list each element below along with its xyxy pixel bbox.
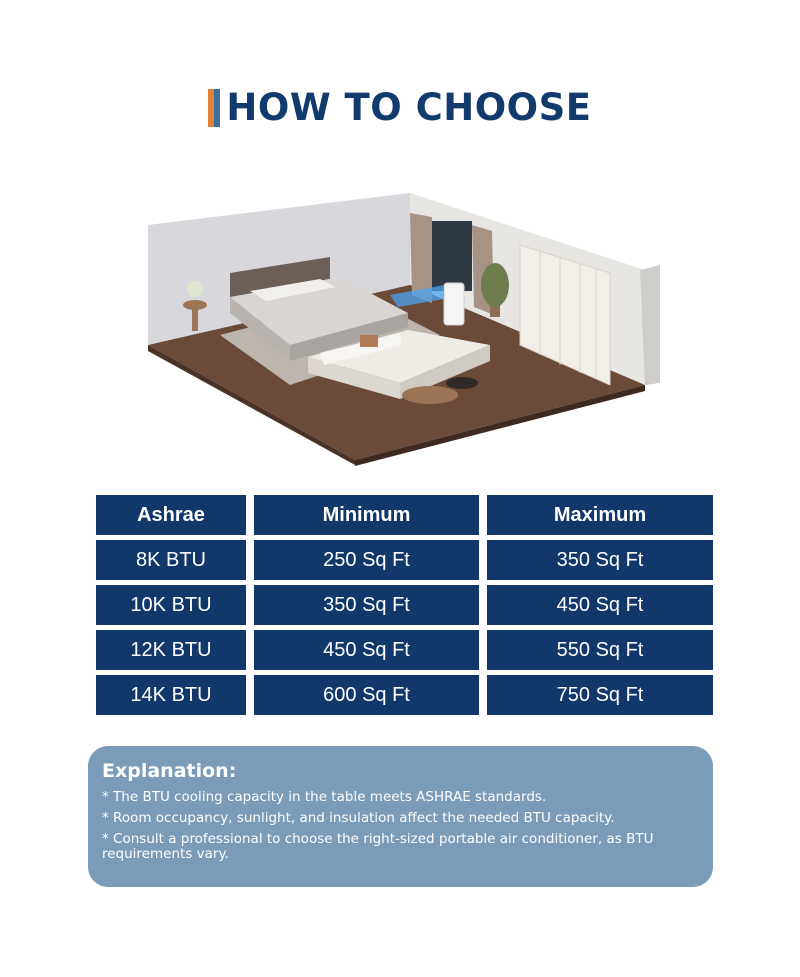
- explanation-item: * The BTU cooling capacity in the table meets ASHRAE standards.: [102, 789, 547, 805]
- portable-air-conditioner: [444, 283, 464, 325]
- cushion: [360, 335, 378, 347]
- table-cell: 350 Sq Ft: [254, 585, 479, 625]
- title-accent-icon: [208, 89, 222, 127]
- table-row: [96, 540, 713, 580]
- table-cell: 10K BTU: [96, 585, 246, 625]
- btu-table: [88, 490, 721, 720]
- table-header-row: [96, 495, 713, 535]
- table-cell: 8K BTU: [96, 540, 246, 580]
- column-header-maximum: Maximum: [487, 495, 713, 535]
- table-cell: 14K BTU: [96, 675, 246, 715]
- table-cell: 600 Sq Ft: [254, 675, 479, 715]
- explanation-title: Explanation:: [102, 760, 237, 782]
- plant: [481, 263, 509, 307]
- table-cell: 450 Sq Ft: [487, 585, 713, 625]
- table-row: [96, 585, 713, 625]
- table-row: [96, 630, 713, 670]
- table-cell: 350 Sq Ft: [487, 540, 713, 580]
- page-title: [208, 86, 591, 129]
- room-illustration: [140, 185, 660, 475]
- table-cell: 750 Sq Ft: [487, 675, 713, 715]
- table-cell: 550 Sq Ft: [487, 630, 713, 670]
- header: [0, 86, 800, 131]
- table-cell: 12K BTU: [96, 630, 246, 670]
- column-header-ashrae: Ashrae: [96, 495, 246, 535]
- column-header-minimum: Minimum: [254, 495, 479, 535]
- title-text: HOW TO CHOOSE: [226, 86, 592, 129]
- explanation-panel: [88, 746, 713, 887]
- explanation-item: * Consult a professional to choose the right-sized portable air conditioner, as BTU requirements vary.: [102, 831, 654, 862]
- coffee-table: [402, 386, 458, 404]
- table-cell: 250 Sq Ft: [254, 540, 479, 580]
- flower-vase: [187, 281, 203, 297]
- window: [432, 221, 472, 291]
- table-cell: 450 Sq Ft: [254, 630, 479, 670]
- explanation-item: * Room occupancy, sunlight, and insulation affect the needed BTU capacity.: [102, 810, 615, 826]
- table-row: [96, 675, 713, 715]
